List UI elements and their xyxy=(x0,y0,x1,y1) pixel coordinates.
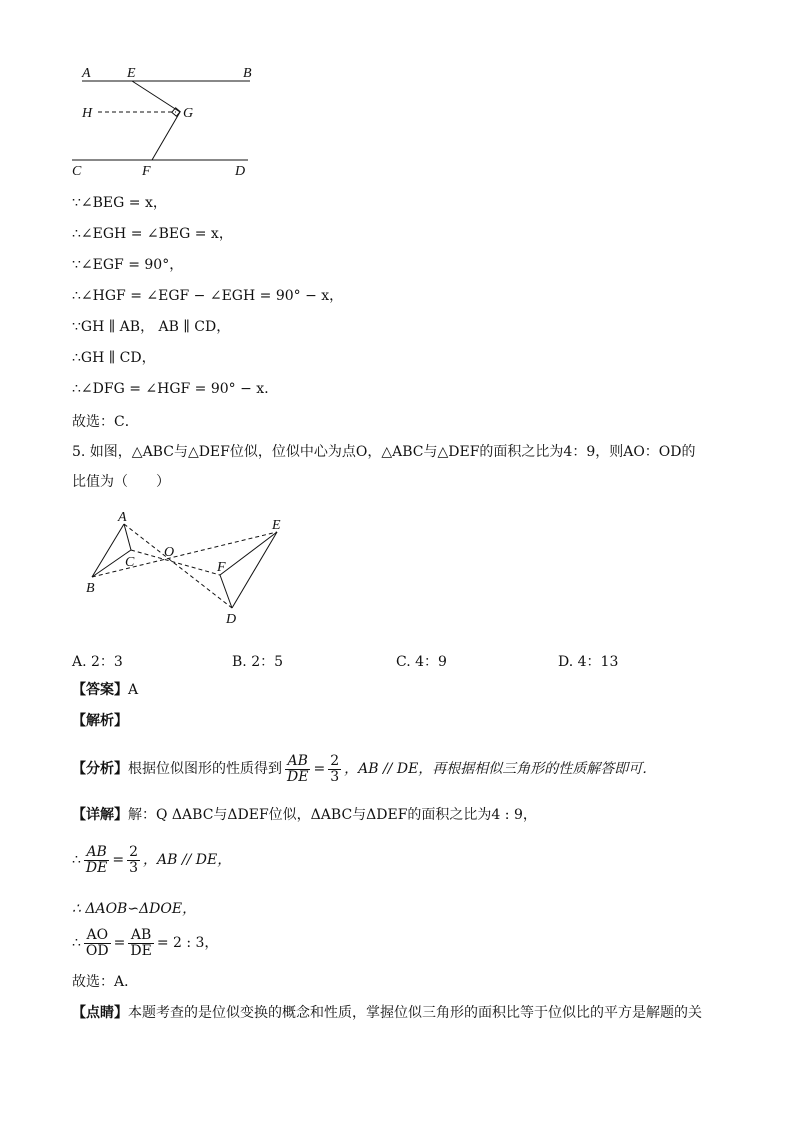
option-a: A. 2：3 xyxy=(72,654,123,670)
fenxi-text: 根据位似图形的性质得到 xyxy=(128,761,282,777)
dianjing-tag: 【点睛】 xyxy=(72,1005,128,1021)
solution-line-6: ∴GH ∥ CD， xyxy=(72,350,156,366)
solution-line-1: ∵∠BEG = x， xyxy=(72,195,167,211)
dashed-cf xyxy=(131,550,220,575)
xiangjie-line xyxy=(72,806,537,824)
step1-fraction-ab-de: $\frac{AB}{DE}$ xyxy=(85,843,108,876)
label-o: O xyxy=(164,545,175,560)
option-c: C. 4：9 xyxy=(396,654,447,670)
dianjing-text: 本题考查的是位似变换的概念和性质，掌握位似三角形的面积比等于位似比的平方是解题的关 xyxy=(128,1005,702,1021)
answer-choice: 故选：A． xyxy=(72,974,139,990)
fenxi-tail: ，AB // DE，再根据相似三角形的性质解答即可． xyxy=(344,761,657,777)
dianjing-line xyxy=(72,1004,702,1022)
segment-gf xyxy=(152,112,180,160)
analysis-header xyxy=(72,712,128,730)
label-g: G xyxy=(183,106,194,121)
label-e2: E xyxy=(272,518,281,533)
fenxi-tag: 【分析】 xyxy=(72,761,128,777)
question-5-line-1: 5. 如图，△ABC与△DEF位似，位似中心为点O，△ABC与△DEF的面积之比为4：9，则AO：OD的 xyxy=(72,444,696,460)
fraction-ab-de-2: $\frac{AB}{DE}$ xyxy=(130,926,152,959)
label-a2: A xyxy=(118,510,127,525)
fenxi-line: 【分析】根据位似图形的性质得到 $\frac{AB}{DE}$ = $\frac{2}{3}$ ，AB // DE，再根据相似三角形的性质解答即可． xyxy=(72,752,657,785)
answer-line xyxy=(72,681,138,699)
label-c2: C xyxy=(125,555,135,570)
segment-ac xyxy=(124,524,131,550)
parallel-lines-figure xyxy=(60,60,270,185)
homothety-figure xyxy=(80,510,300,630)
label-f: F xyxy=(142,164,151,179)
label-b2: B xyxy=(86,581,95,596)
step-1: ∴ $\frac{AB}{DE}$ = $\frac{2}{3}$ ，AB // DE， xyxy=(72,843,232,876)
analysis-tag: 【解析】 xyxy=(72,713,128,729)
segment-de xyxy=(232,532,277,608)
label-d: D xyxy=(235,164,246,179)
fraction-ab-de: $\frac{AB}{DE}$ xyxy=(287,752,309,785)
fraction-ao-od: $\frac{AO}{OD}$ xyxy=(85,926,109,959)
solution-line-7: ∴∠DFG = ∠HGF = 90° − x． xyxy=(72,381,279,397)
solution-choice: 故选：C． xyxy=(72,414,139,430)
question-5-line-2: 比值为（ ） xyxy=(72,474,170,490)
label-h: H xyxy=(82,106,93,121)
xiangjie-text: 解：Q ΔABC与ΔDEF位似，ΔABC与ΔDEF的面积之比为4 : 9， xyxy=(128,807,537,823)
fraction-2-3: $\frac{2}{3}$ xyxy=(330,752,340,785)
label-d2: D xyxy=(226,612,237,627)
segment-ab xyxy=(92,524,124,577)
solution-line-3: ∵∠EGF = 90°， xyxy=(72,257,184,273)
answer-tag: 【答案】 xyxy=(72,682,128,698)
solution-line-2: ∴∠EGH = ∠BEG = x， xyxy=(72,226,233,242)
option-d: D. 4：13 xyxy=(558,654,619,670)
option-b: B. 2：5 xyxy=(232,654,284,670)
step1-fraction-2-3: $\frac{2}{3}$ xyxy=(129,843,139,876)
step-3: ∴ $\frac{AO}{OD}$ = $\frac{AB}{DE}$ = 2 : 3， xyxy=(72,926,219,959)
xiangjie-tag: 【详解】 xyxy=(72,807,128,823)
label-e: E xyxy=(127,66,136,81)
dashed-ad xyxy=(124,524,232,608)
solution-line-4: ∴∠HGF = ∠EGF − ∠EGH = 90° − x， xyxy=(72,288,344,304)
label-b: B xyxy=(243,66,252,81)
label-a: A xyxy=(82,66,91,81)
answer-value: A xyxy=(128,682,139,698)
step-2: ∴ ΔAOB∽ΔDOE， xyxy=(72,901,197,917)
solution-line-5: ∵GH ∥ AB， AB ∥ CD， xyxy=(72,319,231,335)
label-f2: F xyxy=(217,560,226,575)
label-c: C xyxy=(72,164,82,179)
dashed-be xyxy=(92,532,277,577)
segment-eg xyxy=(132,81,180,112)
